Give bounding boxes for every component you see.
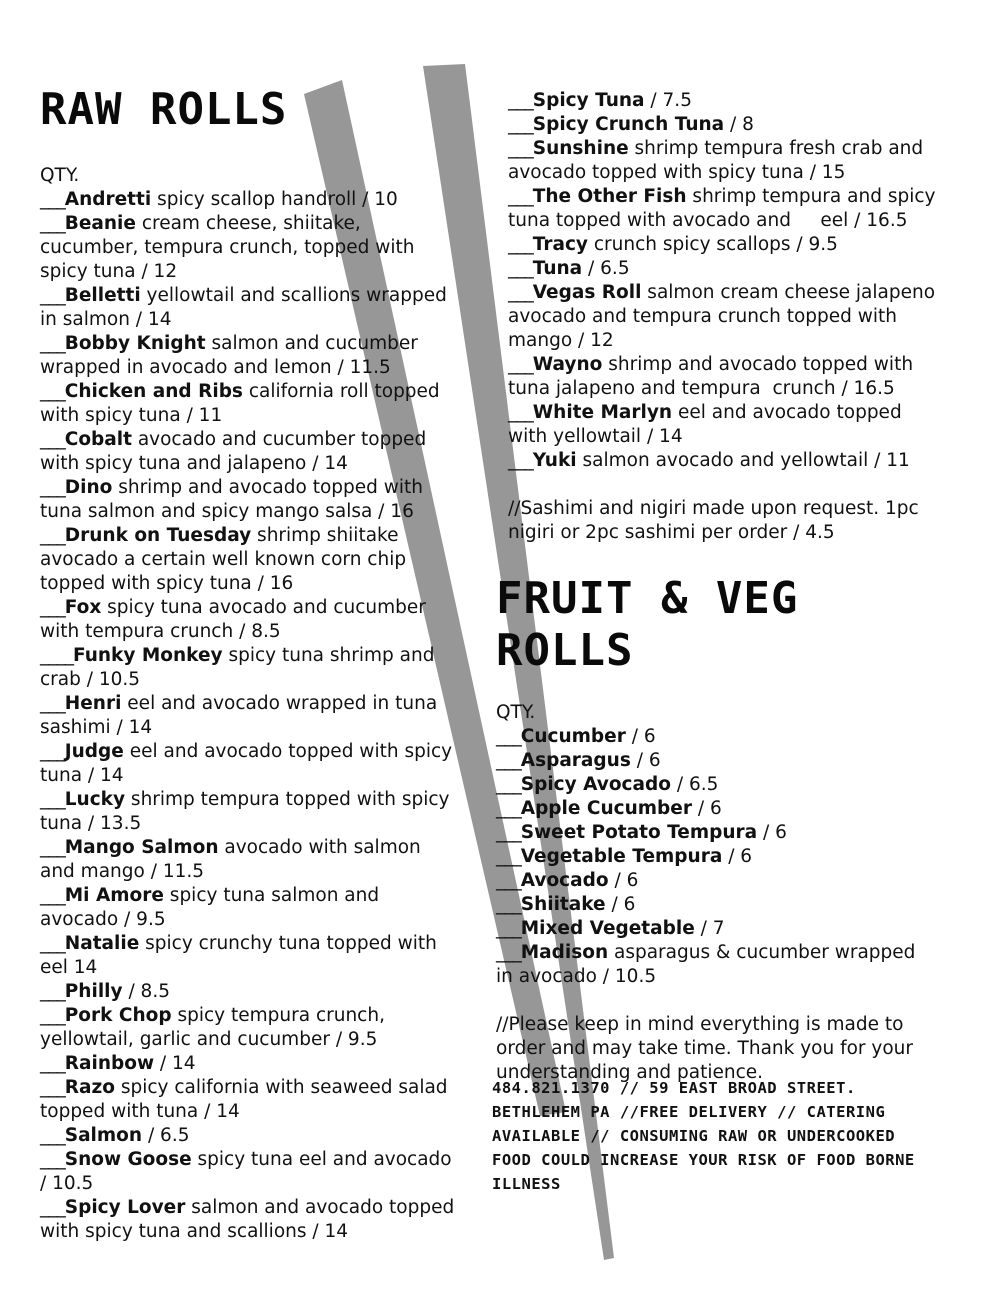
qty-blank: ___ xyxy=(40,525,65,546)
item-name: Spicy Lover xyxy=(64,1197,186,1218)
qty-blank: ___ xyxy=(40,741,65,762)
item-name: Belletti xyxy=(64,285,141,306)
item-name: Mango Salmon xyxy=(64,837,219,858)
qty-blank: ___ xyxy=(40,933,65,954)
qty-blank: ___ xyxy=(40,597,65,618)
raw-rolls-heading: RAW ROLLS xyxy=(40,84,288,135)
qty-blank: ___ xyxy=(508,138,533,159)
item-description: spicy california with seaweed salad topped with tuna / 14 xyxy=(40,1077,454,1122)
menu-item xyxy=(40,524,460,596)
item-description: yellowtail and scallions wrapped in salmon / 14 xyxy=(40,285,453,330)
menu-item xyxy=(508,185,942,233)
item-description: / 7 xyxy=(694,918,725,939)
qty-blank: ___ xyxy=(508,354,533,375)
item-description: / 8 xyxy=(724,114,754,135)
item-description: / 6.5 xyxy=(670,774,719,795)
menu-item xyxy=(40,980,460,1004)
qty-blank: ___ xyxy=(496,774,521,795)
qty-blank: ___ xyxy=(496,918,521,939)
item-name: Philly xyxy=(64,981,123,1002)
item-name: Spicy Avocado xyxy=(520,774,671,795)
item-name: Bobby Knight xyxy=(64,333,206,354)
item-name: Pork Chop xyxy=(64,1005,172,1026)
item-name: Salmon xyxy=(64,1125,143,1146)
menu-item xyxy=(40,1076,460,1124)
item-description: / 7.5 xyxy=(644,90,692,111)
qty-blank: ___ xyxy=(508,258,533,279)
item-name: Cucumber xyxy=(520,726,626,747)
item-name: Judge xyxy=(64,741,124,762)
item-name: Tracy xyxy=(532,234,588,255)
item-name: Tuna xyxy=(532,258,583,279)
menu-item xyxy=(40,212,460,284)
item-description: avocado with salmon and mango / 11.5 xyxy=(40,837,427,882)
item-description: / 14 xyxy=(154,1053,196,1074)
item-name: Beanie xyxy=(64,213,136,234)
item-description: shrimp and avocado topped with tuna jalapeno and tempura crunch / 16.5 xyxy=(508,354,919,399)
item-name: Chicken and Ribs xyxy=(64,381,243,402)
menu-item xyxy=(496,893,936,917)
qty-blank: ___ xyxy=(40,837,65,858)
item-description: salmon and cucumber wrapped in avocado and lemon / 11.5 xyxy=(40,333,424,378)
fruit-veg-rolls-heading: FRUIT & VEG ROLLS xyxy=(496,573,799,676)
menu-item xyxy=(496,773,936,797)
item-description: eel and avocado wrapped in tuna sashimi / 14 xyxy=(40,693,444,738)
item-description: / 6 xyxy=(625,726,656,747)
order-note: //Please keep in mind everything is made to order and may take time. Thank you for your understanding and patience. xyxy=(496,1014,914,1083)
qty-blank: ___ xyxy=(496,942,521,963)
qty-blank: ___ xyxy=(40,693,65,714)
item-description: shrimp tempura and spicy tuna topped with avocado and eel / 16.5 xyxy=(508,186,942,231)
item-name: Apple Cucumber xyxy=(520,798,692,819)
item-name: Dino xyxy=(64,477,113,498)
menu-item xyxy=(508,233,938,257)
item-name: Asparagus xyxy=(520,750,631,771)
item-name: Drunk on Tuesday xyxy=(64,525,252,546)
item-description: california roll topped with spicy tuna / 11 xyxy=(40,381,446,426)
qty-blank: ___ xyxy=(40,477,65,498)
menu-item xyxy=(508,89,938,113)
item-description: / 8.5 xyxy=(122,981,170,1002)
qty-blank: ___ xyxy=(496,870,521,891)
item-description: crunch spicy scallops / 9.5 xyxy=(587,234,838,255)
item-name: Wayno xyxy=(532,354,603,375)
item-name: Vegetable Tempura xyxy=(520,846,723,867)
menu-item xyxy=(40,1052,460,1076)
menu-item xyxy=(496,845,936,869)
qty-blank: ___ xyxy=(496,750,521,771)
menu-item xyxy=(40,1004,460,1052)
menu-item xyxy=(508,113,938,137)
item-description: shrimp shiitake avocado a certain well known corn chip topped with spicy tuna / 16 xyxy=(40,525,412,594)
qty-blank: ___ xyxy=(40,1197,65,1218)
qty-blank: ___ xyxy=(40,381,65,402)
menu-item xyxy=(40,1148,460,1196)
item-name: Snow Goose xyxy=(64,1149,192,1170)
item-description: / 6 xyxy=(605,894,636,915)
item-name: Cobalt xyxy=(64,429,132,450)
item-name: Mi Amore xyxy=(64,885,164,906)
menu-item xyxy=(496,797,936,821)
qty-blank: ___ xyxy=(40,1149,65,1170)
item-description: shrimp tempura topped with spicy tuna / 13.5 xyxy=(40,789,456,834)
menu-item xyxy=(508,401,938,449)
item-description: / 6.5 xyxy=(142,1125,190,1146)
menu-item xyxy=(40,428,460,476)
item-name: Funky Monkey xyxy=(73,645,223,666)
qty-blank: ___ xyxy=(496,894,521,915)
menu-item xyxy=(40,1196,460,1244)
item-description: cream cheese, shiitake, cucumber, tempura crunch, topped with spicy tuna / 12 xyxy=(40,213,421,282)
raw-rolls-section xyxy=(40,84,460,1244)
item-description: shrimp tempura fresh crab and avocado topped with spicy tuna / 15 xyxy=(508,138,930,183)
item-description: salmon cream cheese jalapeno avocado and tempura crunch topped with mango / 12 xyxy=(508,282,941,351)
item-description: salmon and avocado topped with spicy tuna and scallions / 14 xyxy=(40,1197,461,1242)
qty-blank: ___ xyxy=(496,726,521,747)
qty-blank: ___ xyxy=(496,798,521,819)
qty-blank: ___ xyxy=(40,1125,65,1146)
menu-item xyxy=(496,917,936,941)
item-name: Andretti xyxy=(64,189,152,210)
menu-item xyxy=(508,281,941,353)
menu-item xyxy=(40,284,460,332)
qty-label: QTY. xyxy=(496,702,536,723)
menu-item xyxy=(40,884,460,932)
item-description: / 6 xyxy=(757,822,787,843)
menu-item xyxy=(508,137,938,185)
menu-item xyxy=(496,821,936,845)
qty-blank: ___ xyxy=(40,213,65,234)
item-description: spicy tuna salmon and avocado / 9.5 xyxy=(40,885,386,930)
menu-item xyxy=(40,332,460,380)
item-name: Vegas Roll xyxy=(532,282,642,303)
menu-item xyxy=(508,449,938,473)
qty-blank: ___ xyxy=(508,90,533,111)
item-description: / 6.5 xyxy=(582,258,630,279)
qty-blank: ___ xyxy=(40,333,65,354)
menu-item xyxy=(40,836,460,884)
qty-blank: ___ xyxy=(508,114,533,135)
fruit-veg-rolls-list xyxy=(496,725,936,989)
qty-blank: ___ xyxy=(508,234,533,255)
menu-item xyxy=(40,188,460,212)
item-name: Shiitake xyxy=(520,894,606,915)
item-description: / 6 xyxy=(722,846,753,867)
item-name: Fox xyxy=(64,597,102,618)
item-description: spicy tuna shrimp and crab / 10.5 xyxy=(40,645,441,690)
item-description: eel and avocado topped with yellowtail / 14 xyxy=(508,402,908,447)
item-description: asparagus & cucumber wrapped in avocado / 10.5 xyxy=(496,942,922,987)
item-name: Spicy Tuna xyxy=(532,90,645,111)
menu-item xyxy=(40,692,460,740)
qty-blank: ___ xyxy=(40,1005,65,1026)
item-description: / 6 xyxy=(691,798,722,819)
raw-rolls-continued-section xyxy=(508,89,942,545)
qty-blank: ____ xyxy=(40,645,73,666)
menu-item xyxy=(40,740,460,788)
menu-item xyxy=(40,644,460,692)
fruit-veg-rolls-section xyxy=(496,573,936,1085)
sashimi-note: //Sashimi and nigiri made upon request. 1pc nigiri or 2pc sashimi per order / 4.5 xyxy=(508,498,919,543)
item-name: Sunshine xyxy=(532,138,629,159)
raw-rolls-continued-list xyxy=(508,89,942,473)
item-name: Yuki xyxy=(532,450,577,471)
menu-item xyxy=(40,596,460,644)
item-name: Sweet Potato Tempura xyxy=(520,822,758,843)
qty-blank: ___ xyxy=(508,402,533,423)
menu-item xyxy=(40,1124,460,1148)
item-description: salmon avocado and yellowtail / 11 xyxy=(576,450,910,471)
raw-rolls-list xyxy=(40,188,460,1244)
item-name: Avocado xyxy=(520,870,609,891)
menu-item xyxy=(496,941,936,989)
item-name: Spicy Crunch Tuna xyxy=(532,114,725,135)
qty-blank: ___ xyxy=(40,189,65,210)
item-description: spicy scallop handroll / 10 xyxy=(151,189,398,210)
menu-item xyxy=(496,869,936,893)
menu-item xyxy=(496,749,936,773)
item-name: Lucky xyxy=(64,789,126,810)
item-name: Razo xyxy=(64,1077,115,1098)
qty-blank: ___ xyxy=(40,429,65,450)
qty-blank: ___ xyxy=(40,789,65,810)
item-description: / 6 xyxy=(608,870,639,891)
item-name: Rainbow xyxy=(64,1053,155,1074)
item-name: Henri xyxy=(64,693,122,714)
item-description: spicy crunchy tuna topped with eel 14 xyxy=(40,933,443,978)
menu-item xyxy=(508,257,938,281)
item-description: spicy tempura crunch, yellowtail, garlic and cucumber / 9.5 xyxy=(40,1005,391,1050)
menu-item xyxy=(40,932,460,980)
qty-blank: ___ xyxy=(508,450,533,471)
item-description: shrimp and avocado topped with tuna salmon and spicy mango salsa / 16 xyxy=(40,477,429,522)
item-name: The Other Fish xyxy=(532,186,687,207)
menu-item xyxy=(40,476,460,524)
item-description: avocado and cucumber topped with spicy tuna and jalapeno / 14 xyxy=(40,429,433,474)
item-name: Natalie xyxy=(64,933,140,954)
qty-blank: ___ xyxy=(496,846,521,867)
item-name: Mixed Vegetable xyxy=(520,918,695,939)
menu-item xyxy=(496,725,936,749)
menu-item xyxy=(40,380,460,428)
qty-label: QTY. xyxy=(40,165,80,186)
menu-item xyxy=(40,788,460,836)
qty-blank: ___ xyxy=(496,822,521,843)
contact-footer: 484.821.1370 // 59 EAST BROAD STREET. BETHLEHEM PA //FREE DELIVERY // CATERING AVAILABLE // CONSUMING RAW OR UNDERCOOKED FOOD COULD INCREASE YOUR RISK OF FOOD BORNE ILLNESS xyxy=(492,1079,915,1193)
menu-item xyxy=(508,353,938,401)
item-name: Madison xyxy=(520,942,609,963)
qty-blank: ___ xyxy=(508,282,533,303)
item-description: / 6 xyxy=(630,750,661,771)
qty-blank: ___ xyxy=(40,285,65,306)
qty-blank: ___ xyxy=(40,981,65,1002)
item-description: spicy tuna avocado and cucumber with tempura crunch / 8.5 xyxy=(40,597,432,642)
item-description: eel and avocado topped with spicy tuna / 14 xyxy=(40,741,458,786)
qty-blank: ___ xyxy=(508,186,533,207)
item-description: spicy tuna eel and avocado / 10.5 xyxy=(40,1149,458,1194)
item-name: White Marlyn xyxy=(532,402,673,423)
qty-blank: ___ xyxy=(40,1077,65,1098)
qty-blank: ___ xyxy=(40,1053,65,1074)
qty-blank: ___ xyxy=(40,885,65,906)
